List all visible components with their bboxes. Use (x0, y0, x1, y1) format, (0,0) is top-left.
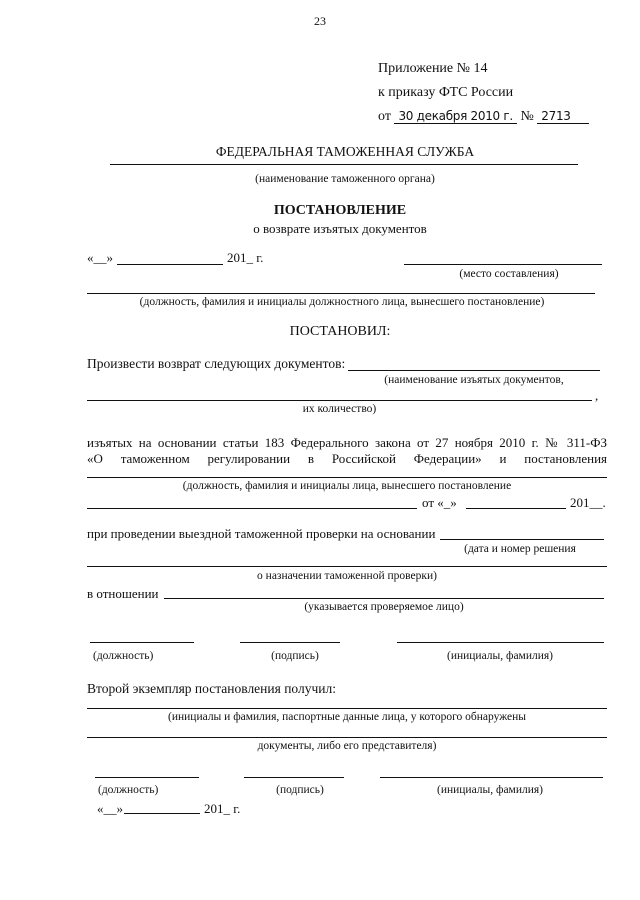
doc-title: ПОСТАНОВЛЕНИЕ (273, 203, 407, 218)
decision-caption: (дата и номер решения (464, 543, 576, 555)
date-year: 201_ г. (227, 250, 264, 265)
docs-line-2 (87, 400, 592, 401)
official-line (87, 293, 595, 294)
sign2-name-line (380, 777, 603, 778)
from-date-year: 201__. (570, 495, 606, 510)
recipient-caption-2: документы, либо его представителя) (257, 740, 437, 752)
order-number: 2713 (537, 109, 588, 124)
audited-line (164, 598, 604, 599)
decision-line (440, 539, 604, 540)
final-date-day: «__» (97, 801, 123, 816)
sign1-position-line (90, 642, 194, 643)
person-line (87, 477, 607, 478)
place-line (404, 264, 602, 265)
appendix-label: Приложение № 14 (378, 61, 488, 76)
recipient-line-2 (87, 737, 607, 738)
place-caption: (место составления) (459, 268, 559, 280)
order-reference: к приказу ФТС России (378, 85, 514, 100)
audit-text: при проведении выездной таможенной проверки на основании (87, 526, 436, 541)
docs-line (348, 370, 600, 371)
number-sign: № (520, 109, 534, 124)
order-date: 30 декабря 2010 г. (394, 109, 517, 124)
sign2-signature-caption: (подпись) (276, 784, 324, 796)
decided-heading: ПОСТАНОВИЛ: (289, 324, 391, 339)
customs-body-line (110, 164, 578, 165)
sign2-position-line (95, 777, 199, 778)
doc-subtitle: о возврате изъятых документов (253, 221, 427, 236)
return-text: Произвести возврат следующих документов: (87, 356, 346, 371)
person-line-2 (87, 508, 417, 509)
docs-caption: (наименование изъятых документов, (384, 374, 564, 386)
date-day: «__» (87, 250, 113, 265)
sign2-name-caption: (инициалы, фамилия) (436, 784, 544, 796)
second-copy-text: Второй экземпляр постановления получил: (87, 681, 336, 696)
appointment-caption: о назначении таможенной проверки) (257, 570, 437, 582)
quantity-caption: их количество) (302, 403, 377, 415)
from-date-prefix: от «_» (422, 495, 457, 510)
basis-line-2: «О таможенном регулировании в Российской Федерации» и постановления (87, 451, 607, 466)
sign1-position-caption: (должность) (93, 650, 154, 662)
final-date-year: 201_ г. (204, 801, 241, 816)
final-date-month-line (124, 813, 200, 814)
person-caption: (должность, фамилия и инициалы лица, вынесшего постановление (182, 480, 512, 492)
sign2-signature-line (244, 777, 344, 778)
sign1-signature-line (240, 642, 340, 643)
recipient-line-1 (87, 708, 607, 709)
audited-caption: (указывается проверяемое лицо) (304, 601, 464, 613)
order-date-line (378, 110, 589, 124)
service-title: ФЕДЕРАЛЬНАЯ ТАМОЖЕННАЯ СЛУЖБА (215, 144, 475, 159)
recipient-caption-1: (инициалы и фамилия, паспортные данные лица, у которого обнаружены (168, 711, 526, 723)
from-date-month-line (466, 508, 566, 509)
official-caption: (должность, фамилия и инициалы должностного лица, вынесшего постановление) (139, 296, 545, 308)
from-word: от (378, 109, 391, 124)
docs-comma: , (595, 388, 599, 403)
sign2-position-caption: (должность) (98, 784, 159, 796)
appointment-line (87, 566, 607, 567)
customs-body-caption: (наименование таможенного органа) (255, 173, 435, 185)
sign1-signature-caption: (подпись) (271, 650, 319, 662)
page-number: 23 (314, 14, 326, 28)
sign1-name-line (397, 642, 604, 643)
regarding-label: в отношении (87, 586, 159, 601)
date-month-line (117, 264, 223, 265)
basis-line-1: изъятых на основании статьи 183 Федерального закона от 27 ноября 2010 г. № 311-ФЗ (87, 435, 607, 450)
sign1-name-caption: (инициалы, фамилия) (446, 650, 554, 662)
